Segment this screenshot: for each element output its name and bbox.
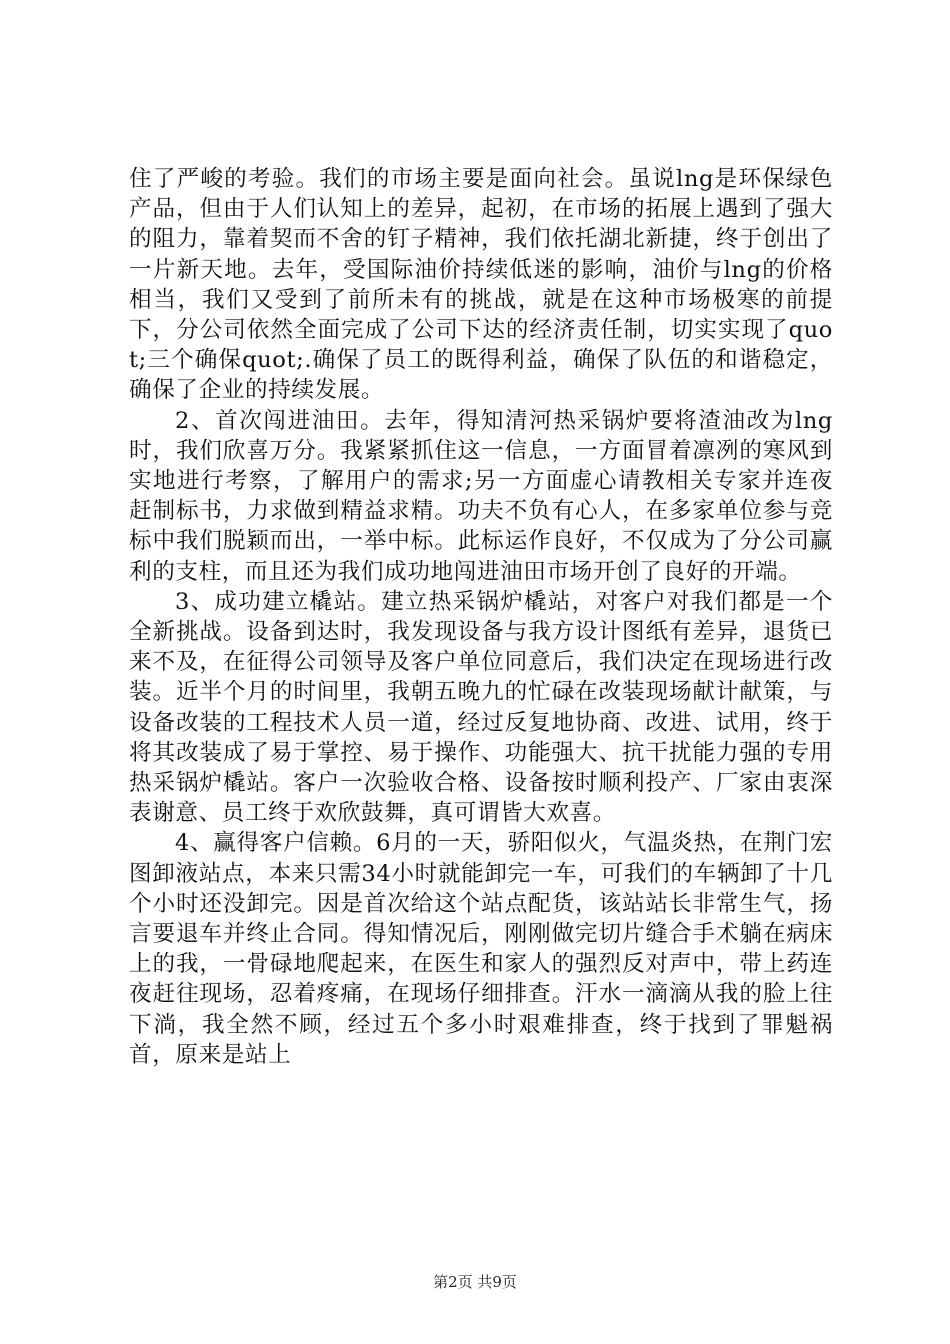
paragraph-4: 4、赢得客户信赖。6月的一天，骄阳似火，气温炎热，在荆门宏图卸液站点，本来只需34小时就能卸完一车，可我们的车辆卸了十几个小时还没卸完。因是首次给这个站点配货，该站站长非常生气，扬言要退车并终止合同。得知情况后，刚刚做完切片缝合手术躺在病床上的我，一骨碌地爬起来，在医生和家人的强烈反对声中，带上药连夜赶往现场，忍着疼痛，在现场仔细排查。汗水一滴滴从我的脸上往下淌，我全然不顾，经过五个多小时艰难排查，终于找到了罪魁祸首，原来是站上 <box>129 830 833 1068</box>
paragraph-1: 住了严峻的考验。我们的市场主要是面向社会。虽说lng是环保绿色产品，但由于人们认知上的差异，起初，在市场的拓展上遇到了强大的阻力，靠着契而不舍的钉子精神，我们依托湖北新捷，终于创出了一片新天地。去年，受国际油价持续低迷的影响，油价与lng的价格相当，我们又受到了前所未有的挑战，就是在这种市场极寒的前提下，分公司依然全面完成了公司下达的经济责任制，切实实现了quot;三个确保quot;.确保了员工的既得利益，确保了队伍的和谐稳定，确保了企业的持续发展。 <box>129 166 833 404</box>
document-body <box>129 164 833 1070</box>
paragraph-3: 3、成功建立橇站。建立热采锅炉橇站，对客户对我们都是一个全新挑战。设备到达时，我发现设备与我方设计图纸有差异，退货已来不及，在征得公司领导及客户单位同意后，我们决定在现场进行改装。近半个月的时间里，我朝五晚九的忙碌在改装现场献计献策，与设备改装的工程技术人员一道，经过反复地协商、改进、试用，终于将其改装成了易于掌控、易于操作、功能强大、抗干扰能力强的专用热采锅炉橇站。客户一次验收合格、设备按时顺利投产、厂家由衷深表谢意、员工终于欢欣鼓舞，真可谓皆大欢喜。 <box>129 588 833 827</box>
page-number-footer: 第2页 共9页 <box>433 1273 517 1291</box>
paragraph-2: 2、首次闯进油田。去年，得知清河热采锅炉要将渣油改为lng时，我们欣喜万分。我紧紧抓住这一信息，一方面冒着凛冽的寒风到实地进行考察，了解用户的需求;另一方面虚心请教相关专家并连夜赶制标书，力求做到精益求精。功夫不负有心人，在多家单位参与竞标中我们脱颖而出，一举中标。此标运作良好，不仅成为了分公司赢利的支柱，而且还为我们成功地闯进油田市场开创了良好的开端。 <box>129 407 833 585</box>
